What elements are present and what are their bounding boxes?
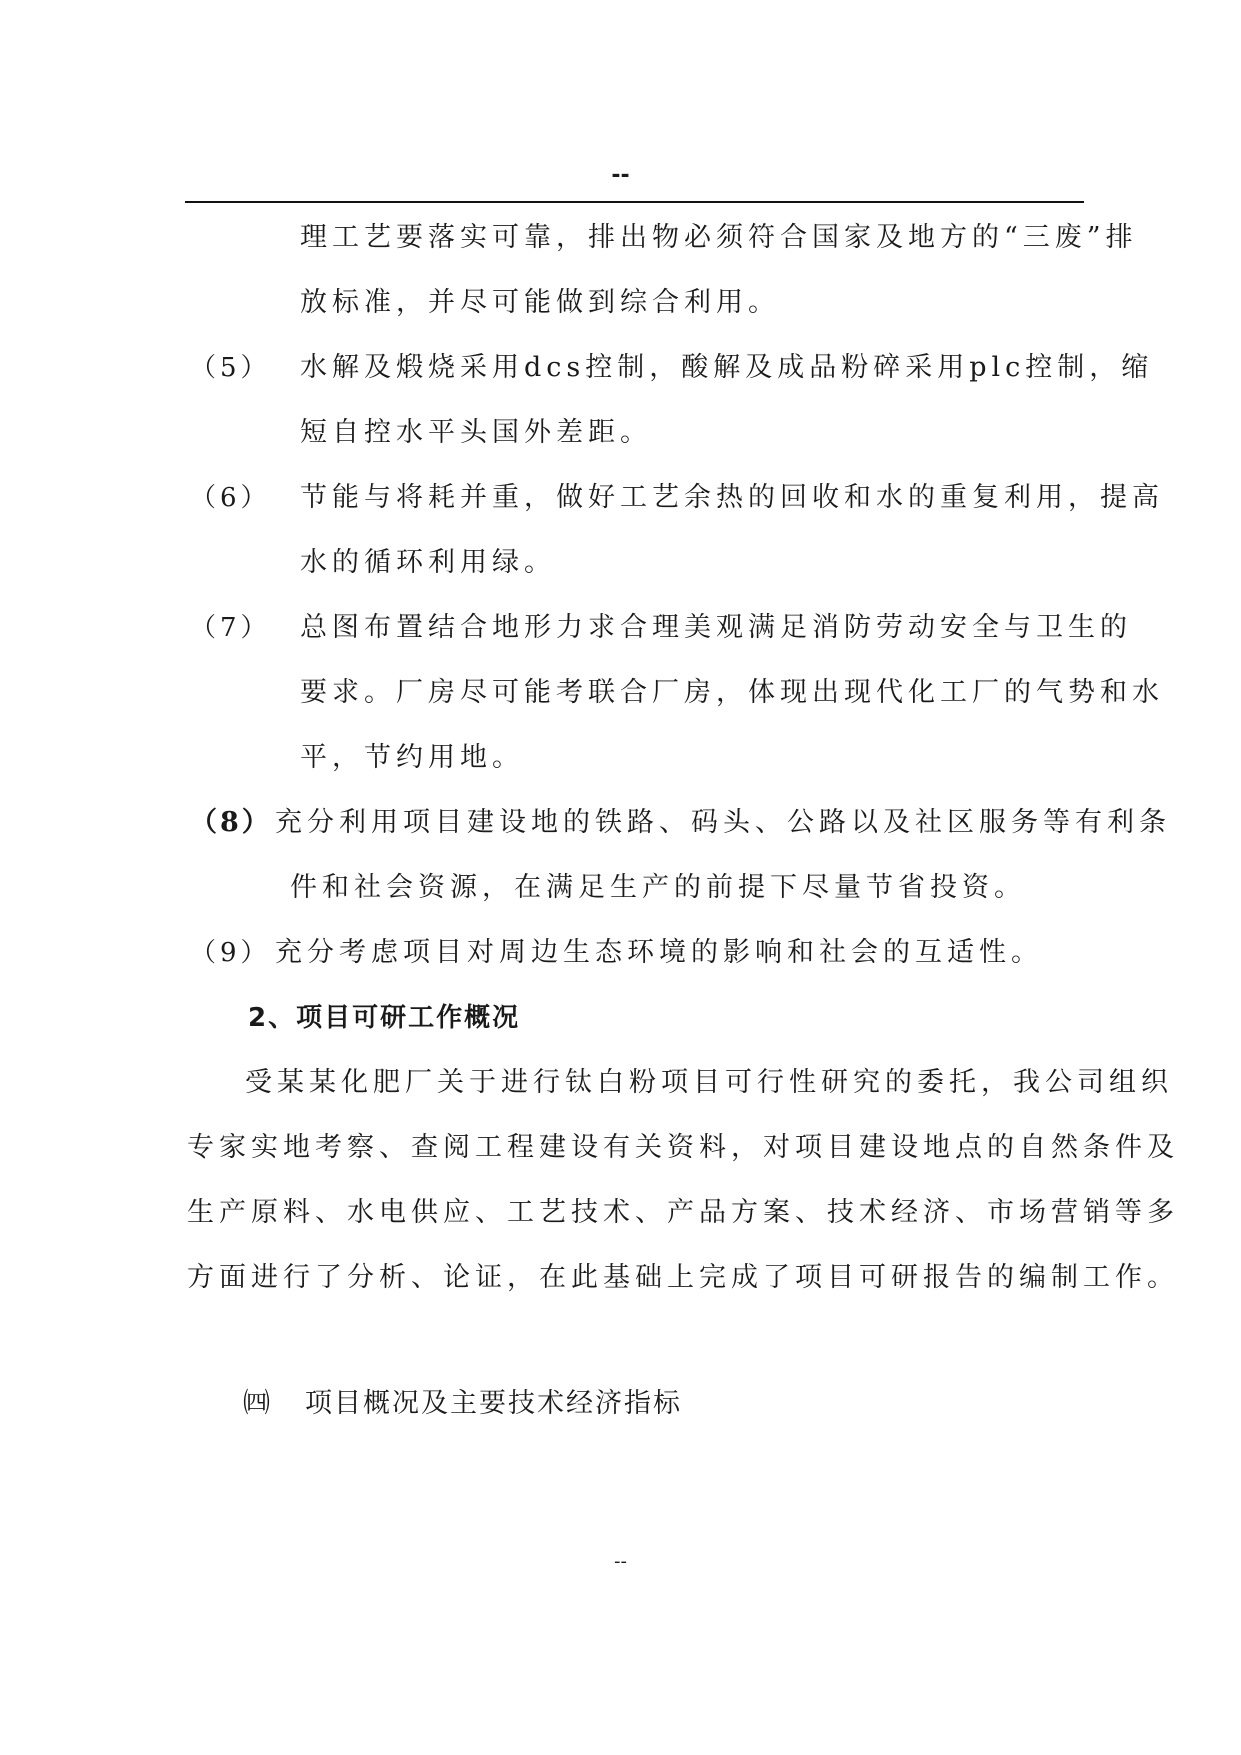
item5-line2: 短自控水平头国外差距。 [300, 417, 652, 448]
item9-line1: 充分考虑项目对周边生态环境的影响和社会的互适性。 [275, 937, 1043, 968]
item5-line1: 水解及煅烧采用dcs控制，酸解及成品粉碎采用plc控制，缩 [300, 352, 1154, 383]
page-footer-mark: -- [614, 1551, 627, 1572]
item7-number: （7） [190, 613, 271, 643]
section2-para-line4: 方面进行了分析、论证，在此基础上完成了项目可研报告的编制工作。 [187, 1262, 1179, 1293]
item7-line3: 平，节约用地。 [300, 742, 524, 773]
item4-continuation-line1: 理工艺要落实可靠，排出物必须符合国家及地方的“三废”排 [300, 222, 1138, 253]
item8-line2: 件和社会资源，在满足生产的前提下尽量节省投资。 [290, 872, 1026, 903]
item6-number: （6） [190, 483, 271, 513]
section2-para-line2: 专家实地考察、查阅工程建设有关资料，对项目建设地点的自然条件及 [187, 1132, 1179, 1163]
section4-heading: 项目概况及主要技术经济指标 [305, 1388, 682, 1419]
section4-number: ㈣ [243, 1388, 272, 1419]
section2-para-line1: 受某某化肥厂关于进行钛白粉项目可行性研究的委托，我公司组织 [245, 1067, 1173, 1098]
item6-line1: 节能与将耗并重，做好工艺余热的回收和水的重复利用，提高 [300, 482, 1164, 513]
item6-line2: 水的循环利用绿。 [300, 547, 556, 578]
section2-heading: 2、项目可研工作概况 [248, 1003, 521, 1033]
item5-number: （5） [190, 353, 271, 383]
item7-line2: 要求。厂房尽可能考联合厂房，体现出现代化工厂的气势和水 [300, 677, 1164, 708]
section2-para-line3: 生产原料、水电供应、工艺技术、产品方案、技术经济、市场营销等多 [187, 1197, 1179, 1228]
page-header-mark: -- [611, 163, 630, 188]
item8-number: （8） [190, 807, 272, 838]
item4-continuation-line2: 放标准，并尽可能做到综合利用。 [300, 287, 780, 318]
item9-number: （9） [190, 938, 271, 968]
item7-line1: 总图布置结合地形力求合理美观满足消防劳动安全与卫生的 [300, 612, 1132, 643]
item8-line1: 充分利用项目建设地的铁路、码头、公路以及社区服务等有利条 [275, 807, 1171, 838]
header-rule [185, 201, 1084, 203]
